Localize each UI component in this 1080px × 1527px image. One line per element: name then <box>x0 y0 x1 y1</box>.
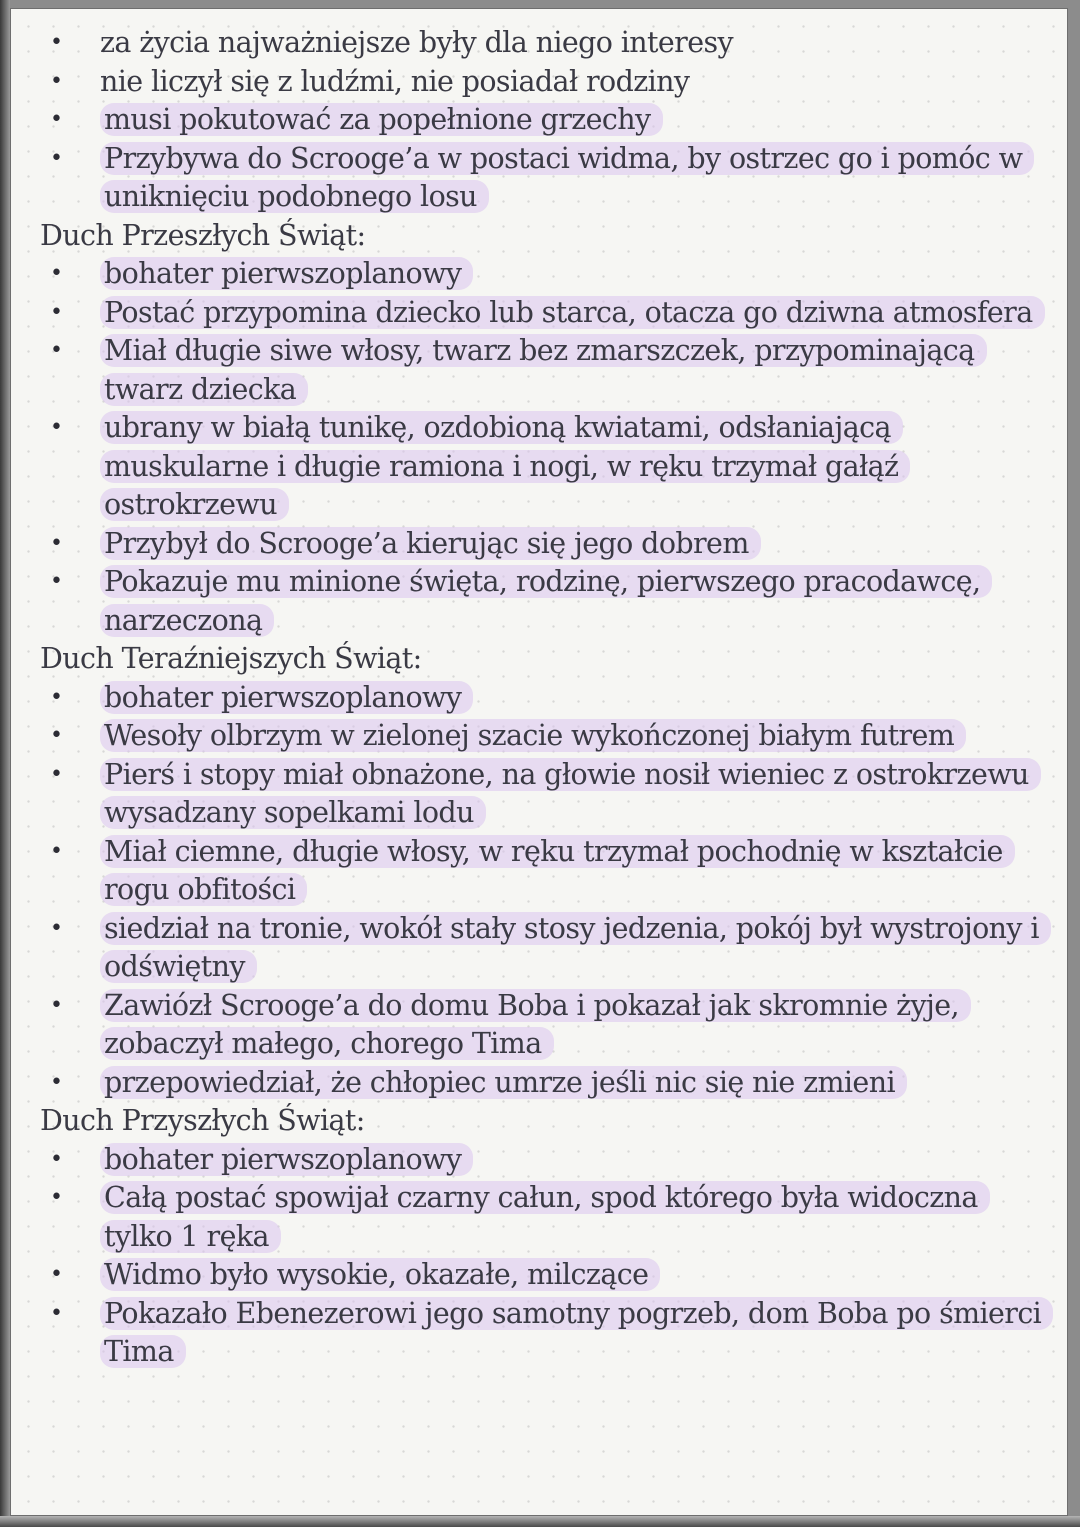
bullet-list <box>40 679 1050 1103</box>
list-item <box>40 294 1050 333</box>
list-item <box>40 255 1050 294</box>
bullet-icon: • <box>50 992 63 1018</box>
list-item <box>40 525 1050 564</box>
list-item-text: Całą postać spowijał czarny całun, spod którego była widoczna tylko 1 ręka <box>100 1181 990 1253</box>
list-item-text: Widmo było wysokie, okazałe, milczące <box>100 1258 660 1291</box>
bullet-icon: • <box>50 261 63 286</box>
section-heading: Duch Teraźniejszych Świąt: <box>40 642 422 675</box>
list-item <box>40 101 1050 140</box>
list-item <box>40 910 1050 987</box>
list-item <box>40 1295 1050 1372</box>
section-heading: Duch Przyszłych Świąt: <box>40 1104 365 1137</box>
list-item <box>40 1064 1050 1103</box>
bullet-icon: • <box>50 723 63 748</box>
note-section <box>40 217 1050 641</box>
bullet-icon: • <box>50 569 63 594</box>
list-item <box>40 140 1050 217</box>
bullet-icon: • <box>50 530 63 556</box>
list-item <box>40 63 1050 102</box>
bullet-list <box>40 1141 1050 1372</box>
note-section <box>40 1102 1050 1372</box>
list-item-text: Pierś i stopy miał obnażone, na głowie nosił wieniec z ostrokrzewu wysadzany sopelkami lodu <box>100 758 1041 830</box>
bullet-icon: • <box>50 915 63 941</box>
list-item <box>40 1141 1050 1180</box>
list-item <box>40 717 1050 756</box>
list-item-text: Wesoły olbrzym w zielonej szacie wykończonej białym futrem <box>100 719 966 752</box>
note-section <box>40 640 1050 1102</box>
list-item-text: Miał długie siwe włosy, twarz bez zmarszczek, przypominającą twarz dziecka <box>100 334 987 406</box>
bullet-icon: • <box>50 415 63 440</box>
bullet-list <box>40 24 1050 217</box>
list-item <box>40 833 1050 910</box>
list-item-text: Pokazuje mu minione święta, rodzinę, pierwszego pracodawcę, narzeczoną <box>100 565 992 637</box>
bullet-icon: • <box>50 338 63 363</box>
list-item-text: Miał ciemne, długie włosy, w ręku trzymał pochodnię w kształcie rogu obfitości <box>100 835 1015 907</box>
bullet-icon: • <box>50 30 63 55</box>
bullet-icon: • <box>50 684 63 710</box>
list-item <box>40 1179 1050 1256</box>
list-item <box>40 1256 1050 1295</box>
bullet-icon: • <box>50 1300 63 1326</box>
section-heading: Duch Przeszłych Świąt: <box>40 218 366 252</box>
list-item <box>40 409 1050 525</box>
list-item-text: bohater pierwszoplanowy <box>100 257 473 290</box>
list-item-text: ubrany w białą tunikę, ozdobioną kwiatami, odsłaniającą muskularne i długie ramiona i nogi, w ręku trzymał gałąź ostrokrzewu <box>100 411 910 521</box>
bullet-icon: • <box>50 68 63 94</box>
bullet-icon: • <box>50 299 63 325</box>
list-item-text: Postać przypomina dziecko lub starca, otacza go dziwna atmosfera <box>100 296 1045 329</box>
list-item <box>40 24 1050 63</box>
list-item-text: Przybył do Scrooge’a kierując się jego dobrem <box>100 527 761 560</box>
list-item-text: Przybywa do Scrooge’a w postaci widma, by ostrzec go i pomóc w uniknięciu podobnego losu <box>100 142 1034 214</box>
notes-content <box>40 24 1050 1372</box>
list-item-text: nie liczył się z ludźmi, nie posiadał rodziny <box>100 64 690 98</box>
page-left-edge <box>0 0 10 1527</box>
list-item-text: musi pokutować za popełnione grzechy <box>100 103 663 136</box>
bullet-icon: • <box>50 107 63 132</box>
list-item-text: Pokazało Ebenezerowi jego samotny pogrzeb, dom Boba po śmierci Tima <box>100 1297 1053 1369</box>
list-item-text: przepowiedział, że chłopiec umrze jeśli nic się nie zmieni <box>100 1066 907 1099</box>
bullet-icon: • <box>50 145 63 171</box>
list-item-text: bohater pierwszoplanowy <box>100 1143 473 1176</box>
list-item-text: siedział na tronie, wokół stały stosy jedzenia, pokój był wystrojony i odświętny <box>100 912 1051 984</box>
list-item <box>40 332 1050 409</box>
bullet-icon: • <box>50 1069 63 1095</box>
notebook-page <box>10 8 1068 1516</box>
page-bottom-edge <box>0 1516 1080 1527</box>
bullet-icon: • <box>50 838 63 864</box>
bullet-list <box>40 255 1050 640</box>
list-item <box>40 756 1050 833</box>
list-item-text: Zawiózł Scrooge’a do domu Boba i pokazał jak skromnie żyje, zobaczył małego, chorego Tima <box>100 989 971 1061</box>
bullet-icon: • <box>50 761 63 787</box>
list-item-text: bohater pierwszoplanowy <box>100 681 473 714</box>
bullet-icon: • <box>50 1185 63 1210</box>
bullet-icon: • <box>50 1146 63 1172</box>
bullet-icon: • <box>50 1262 63 1287</box>
list-item <box>40 987 1050 1064</box>
list-item <box>40 563 1050 640</box>
list-item-text: za życia najważniejsze były dla niego interesy <box>100 26 733 59</box>
list-item <box>40 679 1050 718</box>
note-section <box>40 24 1050 217</box>
